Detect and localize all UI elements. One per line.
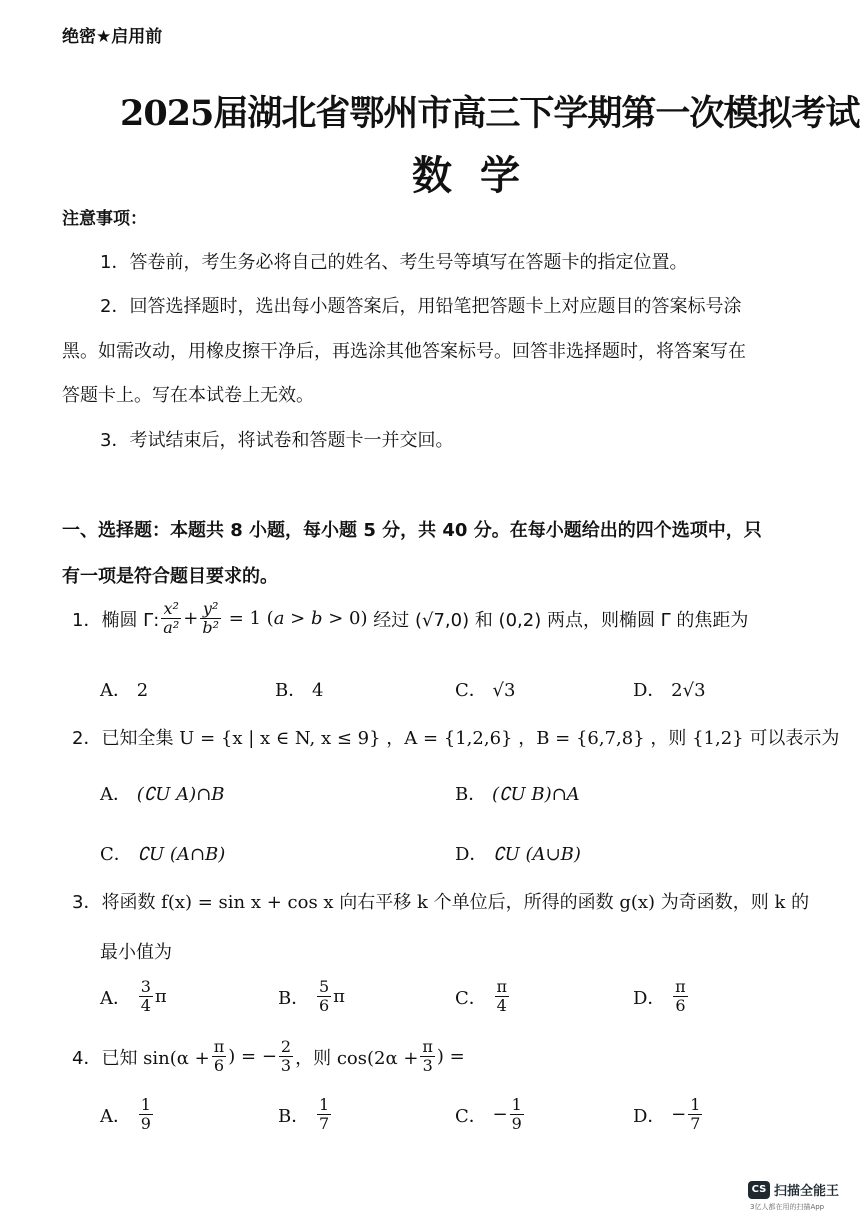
notice-item-1: 1．答卷前，考生务必将自己的姓名、考生号等填写在答题卡的指定位置。 [100, 252, 688, 273]
question-text: 已知全集 U = {x | x ∈ N, x ≤ 9} ，A = {1,2,6} ，B = {6,7,8} ，则 {1,2} 可以表示为 [101, 728, 840, 749]
subject-title: 数学 [412, 153, 548, 199]
option-d[interactable]: D． − $\frac{1}{7}$ [633, 1095, 701, 1133]
option-c[interactable]: C． ∁U (A∩B) [100, 844, 226, 865]
question-3-cont: 最小值为 [100, 942, 172, 963]
option-b[interactable]: B． $\frac{5}{6}$ π [278, 977, 345, 1015]
question-number: 4． [72, 1047, 102, 1069]
question-text: 经过 (√7,0) 和 (0,2) 两点，则椭圆 Γ 的焦距为 [373, 609, 749, 631]
question-number: 1． [72, 609, 102, 631]
question-number: 3． [72, 892, 102, 913]
question-text: 将函数 f(x) = sin x + cos x 向右平移 k 个单位后，所得的函数 g(x) 为奇函数，则 k 的 [101, 892, 810, 913]
section-heading-cont: 有一项是符合题目要求的。 [62, 566, 278, 587]
question-2 [72, 724, 839, 750]
scanner-watermark [748, 1180, 839, 1199]
option-d[interactable]: D． $\frac{\pi}{6}$ [633, 977, 686, 1015]
option-c[interactable]: C． − $\frac{1}{9}$ [455, 1095, 522, 1133]
option-a[interactable]: A． $\frac{1}{9}$ [100, 1095, 151, 1133]
option-d[interactable]: D． ∁U (A∪B) [455, 844, 581, 865]
notice-item-2-cont: 黑。如需改动，用橡皮擦干净后，再选涂其他答案标号。回答非选择题时，将答案写在 [62, 341, 746, 362]
option-c[interactable]: C． $\frac{\pi}{4}$ [455, 977, 508, 1015]
fraction: $\frac{\text{x²}}{\text{a²}}$ [163, 599, 180, 637]
option-b[interactable]: B． (∁U B)∩A [455, 784, 580, 805]
notice-item-2: 2．回答选择题时，选出每小题答案后，用铅笔把答题卡上对应题目的答案标号涂 [100, 296, 742, 317]
notice-item-2-cont2: 答题卡上。写在本试卷上无效。 [62, 385, 314, 406]
option-a[interactable]: A． 2 [100, 680, 149, 701]
option-b[interactable]: B． 4 [275, 680, 324, 701]
question-number: 2． [72, 728, 102, 749]
option-d[interactable]: D． 2√3 [633, 680, 706, 701]
question-4: 4． 已知 sin(α + $\frac{\pi}{6}$ ) = − $\frac{2}{3}$ ，则 cos(2α + $\frac{\pi}{3}$ ) = [72, 1037, 465, 1075]
question-1: 1． 椭圆 Γ: $\frac{\text{x²}}{\text{a²}}$ + $\frac{\text{y²}}{\text{b²}}$ = 1 (a > b > 0) 经过 (√7,0) 和 (0,2) 两点，则椭圆 Γ 的焦距为 [72, 599, 749, 637]
fraction: $\frac{\text{y²}}{\text{b²}}$ [202, 599, 219, 637]
option-a[interactable]: A． $\frac{3}{4}$ π [100, 977, 167, 1015]
scanner-tagline: 3亿人都在用的扫描App [750, 1203, 825, 1211]
confidential-label: 绝密★启用前 [62, 27, 163, 47]
section-heading: 一、选择题：本题共 8 小题，每小题 5 分，共 40 分。在每小题给出的四个选项中，只 [62, 520, 762, 541]
question-3 [72, 888, 809, 914]
scanner-logo-text: 扫描全能王 [774, 1184, 840, 1199]
option-b[interactable]: B． $\frac{1}{7}$ [278, 1095, 330, 1133]
question-text: 椭圆 Γ: [101, 609, 160, 631]
notice-heading: 注意事项： [62, 209, 147, 229]
option-c[interactable]: C． √3 [455, 680, 516, 701]
notice-item-3: 3．考试结束后，将试卷和答题卡一并交回。 [100, 430, 454, 451]
option-a[interactable]: A． (∁U A)∩B [100, 784, 225, 805]
exam-title: 2025届湖北省鄂州市高三下学期第一次模拟考试 [120, 93, 860, 134]
scanner-logo-icon: CS [748, 1181, 770, 1199]
